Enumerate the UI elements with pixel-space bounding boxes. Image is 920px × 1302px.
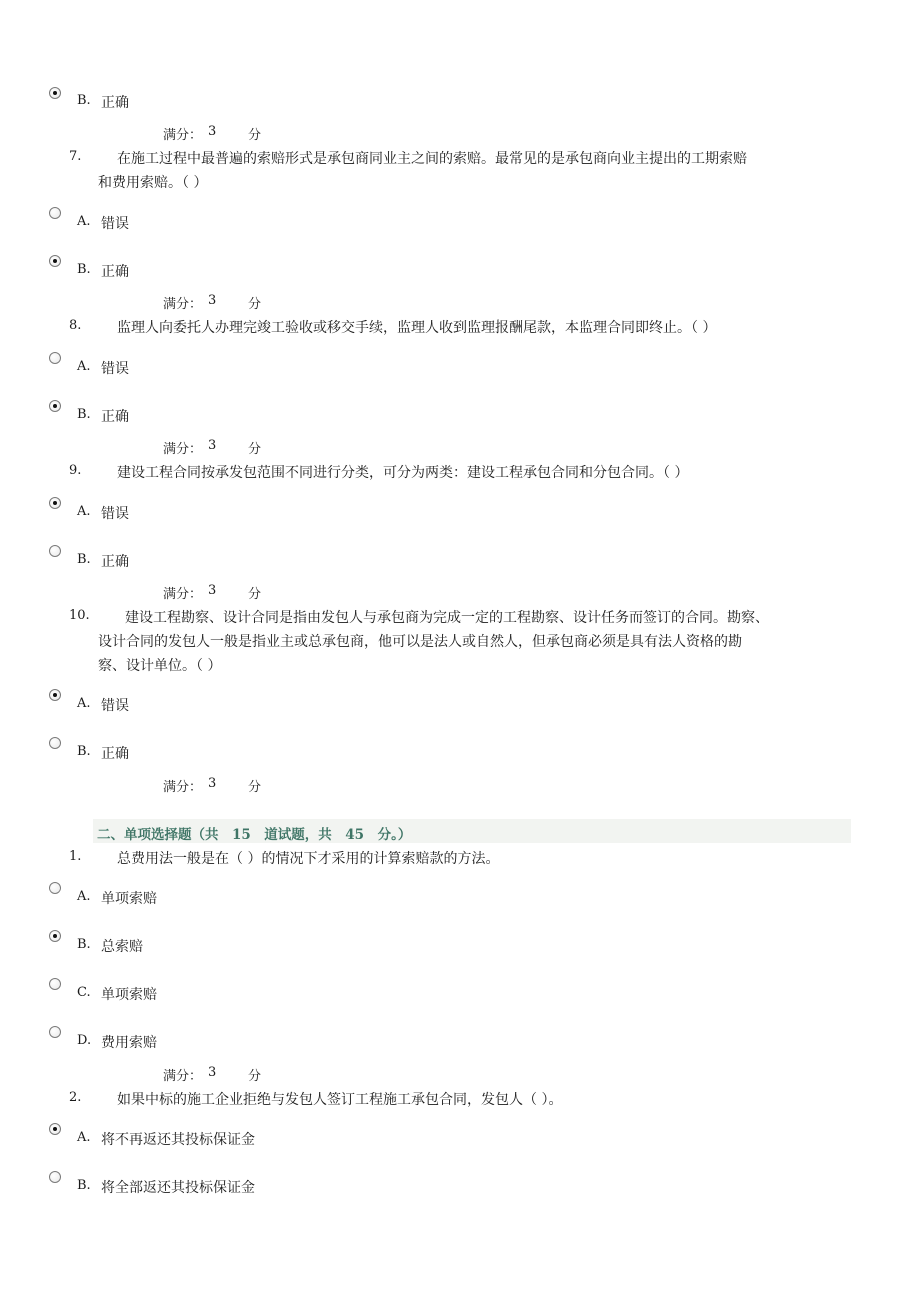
q9-option-a-letter: A. — [77, 504, 91, 519]
q9-option-a-radio[interactable] — [49, 497, 61, 509]
s1-text-line1: 总费用法一般是在（ ）的情况下才采用的计算索赔款的方法。 — [117, 851, 500, 867]
s2-option-b-letter: B. — [77, 1178, 91, 1193]
q9-option-b-letter: B. — [77, 552, 91, 567]
q7-score-value: 3 — [208, 293, 217, 308]
q10-score-value: 3 — [208, 776, 217, 791]
s1-option-b-letter: B. — [77, 937, 91, 952]
q9-text-line1: 建设工程合同按承发包范围不同进行分类，可分为两类：建设工程承包合同和分包合同。（ ） — [117, 465, 689, 481]
s1-option-c-letter: C. — [77, 985, 91, 1000]
q9-number: 9. — [69, 463, 82, 478]
s1-option-d-text: 费用索赔 — [101, 1035, 157, 1051]
s1-option-c-radio[interactable] — [49, 978, 61, 990]
q8-score-unit: 分 — [248, 442, 262, 457]
q8-score-label: 满分： — [163, 442, 203, 457]
s2-text-line1: 如果中标的施工企业拒绝与发包人签订工程施工承包合同，发包人（ ）。 — [117, 1092, 563, 1108]
q8-option-b-radio[interactable] — [49, 400, 61, 412]
q10-score-label: 满分： — [163, 780, 203, 795]
s2-number: 2. — [69, 1090, 82, 1105]
s1-option-b-radio[interactable] — [49, 930, 61, 942]
q6-score-value: 3 — [208, 124, 217, 139]
q7-option-b-letter: B. — [77, 262, 91, 277]
q9-option-b-radio[interactable] — [49, 545, 61, 557]
s1-score-unit: 分 — [248, 1069, 262, 1084]
s1-option-a-text: 单项索赔 — [101, 891, 157, 907]
q9-option-b-text: 正确 — [101, 554, 129, 570]
q7-text-line2: 和费用索赔。（ ） — [98, 175, 208, 191]
q8-option-a-text: 错误 — [101, 361, 129, 377]
q7-text-line1: 在施工过程中最普遍的索赔形式是承包商同业主之间的索赔。最常见的是承包商向业主提出的工期索赔 — [117, 151, 747, 167]
q8-score-value: 3 — [208, 438, 217, 453]
q9-score-value: 3 — [208, 583, 217, 598]
q10-option-b-radio[interactable] — [49, 737, 61, 749]
q7-number: 7. — [69, 149, 82, 164]
q7-option-b-radio[interactable] — [49, 255, 61, 267]
q10-option-b-letter: B. — [77, 744, 91, 759]
q7-score-unit: 分 — [248, 297, 262, 312]
s2-option-a-radio[interactable] — [49, 1123, 61, 1135]
q10-option-a-text: 错误 — [101, 698, 129, 714]
s1-option-d-radio[interactable] — [49, 1026, 61, 1038]
q6-option-b-letter: B. — [77, 93, 91, 108]
s1-option-a-radio[interactable] — [49, 882, 61, 894]
q10-text-line2: 设计合同的发包人一般是指业主或总承包商，他可以是法人或自然人，但承包商必须是具有法人资格的勘 — [98, 634, 742, 650]
q6-option-b-radio[interactable] — [49, 87, 61, 99]
s1-option-d-letter: D. — [77, 1033, 92, 1048]
q9-score-unit: 分 — [248, 587, 262, 602]
s2-option-a-text: 将不再返还其投标保证金 — [101, 1132, 255, 1148]
q8-option-b-letter: B. — [77, 407, 91, 422]
q7-option-a-text: 错误 — [101, 216, 129, 232]
q10-number: 10. — [69, 608, 90, 623]
q7-option-a-letter: A. — [77, 214, 91, 229]
q8-option-b-text: 正确 — [101, 409, 129, 425]
q6-option-b-text: 正确 — [101, 95, 129, 111]
q7-score-label: 满分： — [163, 297, 203, 312]
q8-number: 8. — [69, 318, 82, 333]
s1-option-a-letter: A. — [77, 889, 91, 904]
q9-score-label: 满分： — [163, 587, 203, 602]
s2-option-b-radio[interactable] — [49, 1171, 61, 1183]
q9-option-a-text: 错误 — [101, 506, 129, 522]
q10-score-unit: 分 — [248, 780, 262, 795]
q8-text-line1: 监理人向委托人办理完竣工验收或移交手续，监理人收到监理报酬尾款，本监理合同即终止。（ ） — [117, 320, 717, 336]
q10-text-line1: 建设工程勘察、设计合同是指由发包人与承包商为完成一定的工程勘察、设计任务而签订的合同。勘察、 — [125, 610, 769, 626]
section-title: 二、单项选择题（共 15 道试题，共 45 分。） — [97, 827, 412, 843]
s2-option-b-text: 将全部返还其投标保证金 — [101, 1180, 255, 1196]
q10-text-line3: 察、设计单位。（ ） — [98, 658, 222, 674]
q10-option-b-text: 正确 — [101, 746, 129, 762]
q7-option-b-text: 正确 — [101, 264, 129, 280]
s1-number: 1. — [69, 849, 82, 864]
s1-score-label: 满分： — [163, 1069, 203, 1084]
q10-option-a-letter: A. — [77, 696, 91, 711]
q6-score-unit: 分 — [248, 128, 262, 143]
s1-option-c-text: 单项索赔 — [101, 987, 157, 1003]
q7-option-a-radio[interactable] — [49, 207, 61, 219]
q8-option-a-letter: A. — [77, 359, 91, 374]
q10-option-a-radio[interactable] — [49, 689, 61, 701]
q6-score-label: 满分： — [163, 128, 203, 143]
s2-option-a-letter: A. — [77, 1130, 91, 1145]
s1-option-b-text: 总索赔 — [101, 939, 143, 955]
q8-option-a-radio[interactable] — [49, 352, 61, 364]
s1-score-value: 3 — [208, 1065, 217, 1080]
